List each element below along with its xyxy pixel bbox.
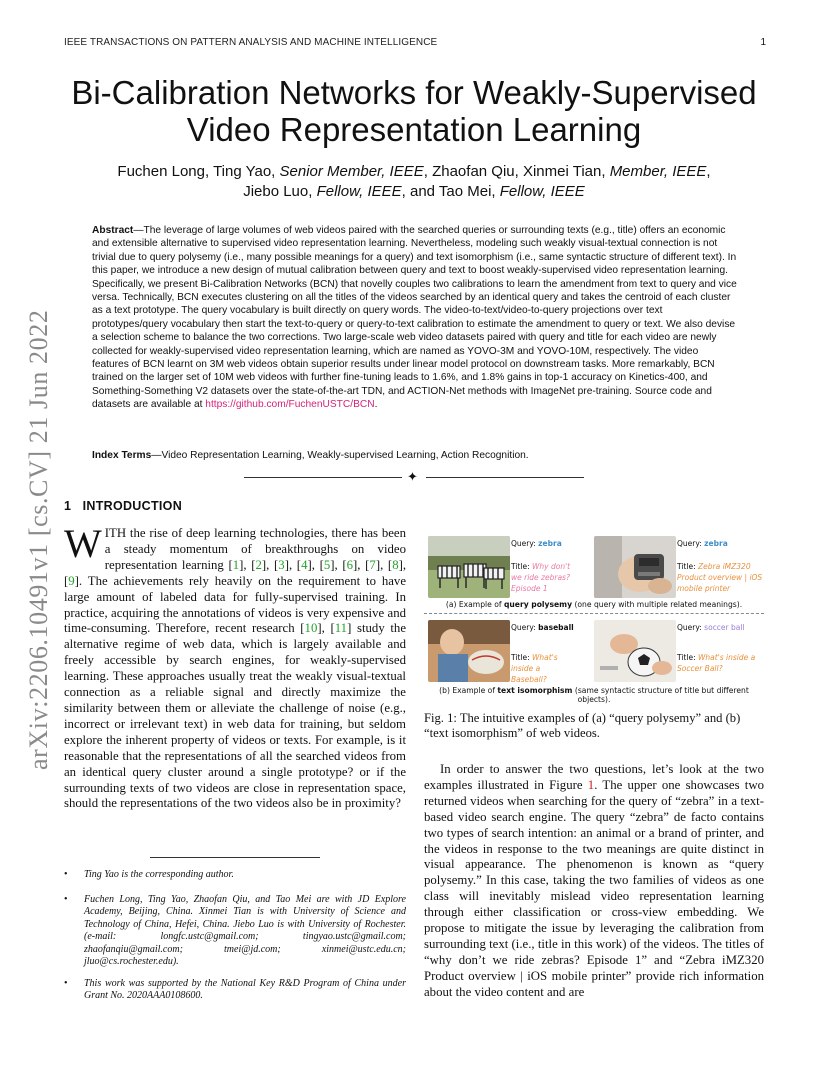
right-column-text — [424, 762, 764, 1001]
author-sep: , — [706, 163, 711, 180]
citation[interactable]: 2 — [255, 557, 262, 572]
abstract-label: Abstract — [92, 225, 134, 236]
subcaption-text: (one query with multiple related meanings). — [572, 600, 743, 609]
query-value: soccer ball — [704, 623, 745, 632]
title-value: What's inside a Soccer Ball? — [677, 653, 756, 673]
query-text — [677, 538, 728, 549]
query-value: zebra — [538, 539, 562, 548]
title-label: Title: — [677, 653, 696, 662]
intro-paragraph: WITH the rise of deep learning technologies, there has been a steady momentum of breakthroughs on video representation learning [1], [2], [3], [4], [5], [6], [7], [8], [9]. The achievements rely heavily on the requirement to have large amount of labeled data for fully-supervised training. In practice, acquiring the annotations of videos is very expensive and time-consuming. Therefore, recent research [10], [11] study the alternative regime of web data, which is largely available and freely accessible by search engines, for weakly-supervised learning. These approaches usually treat the weakly visual-textual connection as a reliable signal and directly maximize the similarity between them or alleviate the challenge of noise (e.g., incorrect or irrelevant text) in web data for training, but seldom explore the inherent property of videos or texts. For example, is it reasonable that the representations of all the searched videos from an identical query cluster around a single prototype? or if the surrounding texts of two videos are close in representation space, should the representations of the two videos also be in proximity? — [64, 521, 407, 811]
query-label: Query: — [677, 623, 702, 632]
citation[interactable]: 7 — [369, 557, 376, 572]
author: Ting Yao, — [213, 163, 276, 180]
title-label: Title: — [677, 562, 696, 571]
abstract-end: . — [374, 399, 378, 411]
subcaption-bold: text isomorphism — [497, 686, 573, 695]
divider-line-right — [426, 477, 584, 478]
query-label: Query: — [677, 539, 702, 548]
citation[interactable]: 10 — [304, 621, 318, 636]
query-label: Query: — [511, 623, 536, 632]
section-heading — [64, 499, 182, 513]
author-role: Member, IEEE — [609, 163, 707, 180]
bullet-icon: • — [64, 869, 68, 880]
index-terms-text: —Video Representation Learning, Weakly-supervised Learning, Action Recognition. — [151, 450, 529, 461]
footnote — [64, 978, 406, 1003]
intro-text: ITH the rise of deep learning technologies, there has been a steady momentum of breakthroughs on video representation learning [ — [104, 526, 406, 572]
author-role: Senior Member, IEEE — [279, 163, 424, 180]
drop-cap: W — [64, 521, 102, 566]
figure-caption: Fig. 1: The intuitive examples of (a) “query polysemy” and (b) “text isomorphism” of web videos. — [424, 711, 741, 741]
subcaption-text: (same syntactic structure of title but different objects). — [572, 686, 749, 704]
subcaption-text: (a) Example of — [445, 600, 504, 609]
author-list — [90, 162, 738, 202]
query-text — [511, 538, 562, 549]
citation[interactable]: 8 — [392, 557, 399, 572]
citation[interactable]: 6 — [346, 557, 354, 572]
paper-title: Bi-Calibration Networks for Weakly-Supervised Video Representation Learning — [71, 74, 757, 148]
subcaption-a — [424, 600, 764, 609]
footnote-rule — [150, 857, 320, 858]
query-value: zebra — [704, 539, 728, 548]
footnote-text: Fuchen Long, Ting Yao, Zhaofan Qiu, and Tao Mei are with JD Explore Academy, Beijing, China. Xinmei Tian is with University of Science and Technology of China, Hefei, China. Jiebo Luo is with University of Rochester. (e-mail: longfc.ustc@gmail.com; tingyao.ustc@gmail.com; zhaofanqiu@gmail.com; tmei@jd.com; xinmei@ustc.edu.cn; jluo@cs.rochester.edu). — [84, 894, 406, 968]
bullet-icon: • — [64, 894, 68, 905]
author: Jiebo Luo, — [243, 183, 313, 200]
title-text — [677, 652, 765, 674]
footnote-text: Ting Yao is the corresponding author. — [84, 869, 234, 880]
title-text — [677, 561, 765, 594]
citation[interactable]: 11 — [334, 621, 348, 636]
footnote-text: This work was supported by the National Key R&D Program of China under Grant No. 2020AAA0108600. — [84, 978, 406, 1002]
title-value: What's inside a Baseball? — [511, 653, 558, 684]
subcaption-bold: query polysemy — [503, 600, 573, 609]
printer-video-thumbnail — [594, 536, 676, 598]
page-number: 1 — [760, 37, 766, 48]
citation[interactable]: 9 — [68, 573, 75, 588]
soccer-ball-video-thumbnail — [594, 620, 676, 682]
citation[interactable]: 4 — [301, 557, 308, 572]
author-role: Fellow, IEEE — [316, 183, 402, 200]
query-value: baseball — [538, 623, 574, 632]
intro-text: ] study the alternative regime of web data, which is largely available and freely accessible by search engines, for weakly-supervised learning. These approaches usually treat the weakly visual-textual connection as a reliable signal and directly maximize the similarity between them or alleviate the challenge of noise (e.g., incorrect or irrelevant text) in web data for training, but seldom explore the inherent property of videos or texts. For example, is it reasonable that the representations of all the searched videos from an identical query cluster around a single prototype? or if the surrounding texts of two videos are close in representation space, should the representations of the two videos also be in proximity? — [64, 621, 407, 811]
citation[interactable]: 3 — [278, 557, 285, 572]
footnote — [64, 869, 406, 881]
section-title: INTRODUCTION — [82, 499, 183, 513]
figure-divider — [424, 613, 764, 614]
divider-line-left — [244, 477, 402, 478]
author-role: Fellow, IEEE — [499, 183, 585, 200]
query-label: Query: — [511, 539, 536, 548]
intro-text: ]. The achievements rely heavily on the requirement to have large amount of labeled data for fully-supervised training. In practice, acquiring the annotations of videos is very expensive and time-consuming. Therefore, recent research [ — [64, 573, 406, 636]
divider-diamond-icon: ✦ — [407, 469, 418, 484]
paragraph-text: In order to answer the two questions, let’s look at the two examples illustrated in Figure — [424, 762, 764, 792]
title-text — [511, 561, 581, 594]
zebra-video-thumbnail — [428, 536, 510, 598]
author: Fuchen Long, — [117, 163, 210, 180]
title-label: Title: — [511, 562, 530, 571]
index-terms — [92, 450, 737, 461]
abstract — [92, 224, 737, 412]
arxiv-stamp: arXiv:2206.10491v1 [cs.CV] 21 Jun 2022 — [24, 309, 53, 771]
title-value: Why don't we ride zebras? Episode 1 — [511, 562, 571, 593]
citation[interactable]: 1 — [232, 557, 240, 572]
bullet-icon: • — [64, 978, 68, 989]
code-link[interactable]: https://github.com/FuchenUSTC/BCN — [205, 399, 375, 411]
title-value: Zebra iMZ320 Product overview | iOS mobile printer — [677, 562, 763, 593]
figure-1 — [424, 528, 764, 704]
footnote — [64, 894, 406, 968]
citation[interactable]: 5 — [323, 557, 331, 572]
index-terms-label: Index Terms — [92, 450, 152, 461]
journal-header: IEEE TRANSACTIONS ON PATTERN ANALYSIS AND MACHINE INTELLIGENCE — [64, 37, 438, 48]
section-number: 1 — [64, 499, 72, 513]
paragraph-text: . The upper one showcases two returned videos when searching for the query of “zebra” in a text-based video search engine. The query “zebra” de facto contains two types of search intention: an animal or a brand of printer, and the videos in response to the two meanings are quite distinct in visual appearance. The phenomenon is known as “query polysemy.” In this case, taking the two families of videos as one class will inevitably mislead video representation learning through either classification or cross-view embedding. We propose to mitigate the issue by leveraging the calibration from surrounding text (i.e., title in this work) of the videos. The titles of “why don’t we ride zebras? Episode 1” and “Zebra iMZ320 Product overview | iOS mobile printer” provide rich information about the video content and are — [424, 777, 765, 999]
title-text — [511, 652, 577, 685]
author: , Zhaofan Qiu, Xinmei Tian, — [423, 163, 606, 180]
author: , and Tao Mei, — [401, 183, 496, 200]
paragraph — [424, 762, 764, 1001]
query-text — [677, 622, 745, 633]
subcaption-b — [424, 686, 764, 704]
subcaption-text: (b) Example of — [439, 686, 498, 695]
query-text — [511, 622, 574, 633]
figure-reference[interactable]: 1 — [587, 777, 595, 792]
title-label: Title: — [511, 653, 530, 662]
abstract-text: —The leverage of large volumes of web videos paired with the searched queries or surrounding texts (e.g., title) offers an economic and extensible alternative to supervised video representation learning. Nevertheless, modeling such weakly visual-textual connection is not trivial due to query polysemy (i.e., many possible meanings for a query) and text isomorphism (i.e., same syntactic structure of different text). In this paper, we introduce a new design of mutual calibration between query and text to boost weakly-supervised video representation learning. Specifically, we present Bi-Calibration Networks (BCN) that novelly couples two calibrations to learn the amendment from text to query and vice versa. Technically, BCN executes clustering on all the titles of the videos searched by an identical query and takes the centroid of each cluster as a text prototype. The query vocabulary is built directly on query words. The video-to-text/video-to-query projections over text prototypes/query vocabulary then start the text-to-query or query-to-text calibration to estimate the amendment to query or text. We also devise a selection scheme to balance the two corrections. Two large-scale web video datasets paired with query and title for each video are newly collected for weakly-supervised video representation learning, which are named as YOVO-3M and YOVO-10M, respectively. The video features of BCN learnt on 3M web videos obtain superior results under linear model protocol on downstream tasks. More remarkably, BCN trained on the larger set of 10M web videos with further fine-tuning leads to 1.6%, and 1.8% gains in top-1 accuracy on Kinetics-400, and Something-Something V2 datasets over the state-of-the-art TDN, and ACTION-Net methods with ImageNet pre-training. Source code and datasets are available at — [92, 225, 737, 411]
baseball-video-thumbnail — [428, 620, 510, 682]
